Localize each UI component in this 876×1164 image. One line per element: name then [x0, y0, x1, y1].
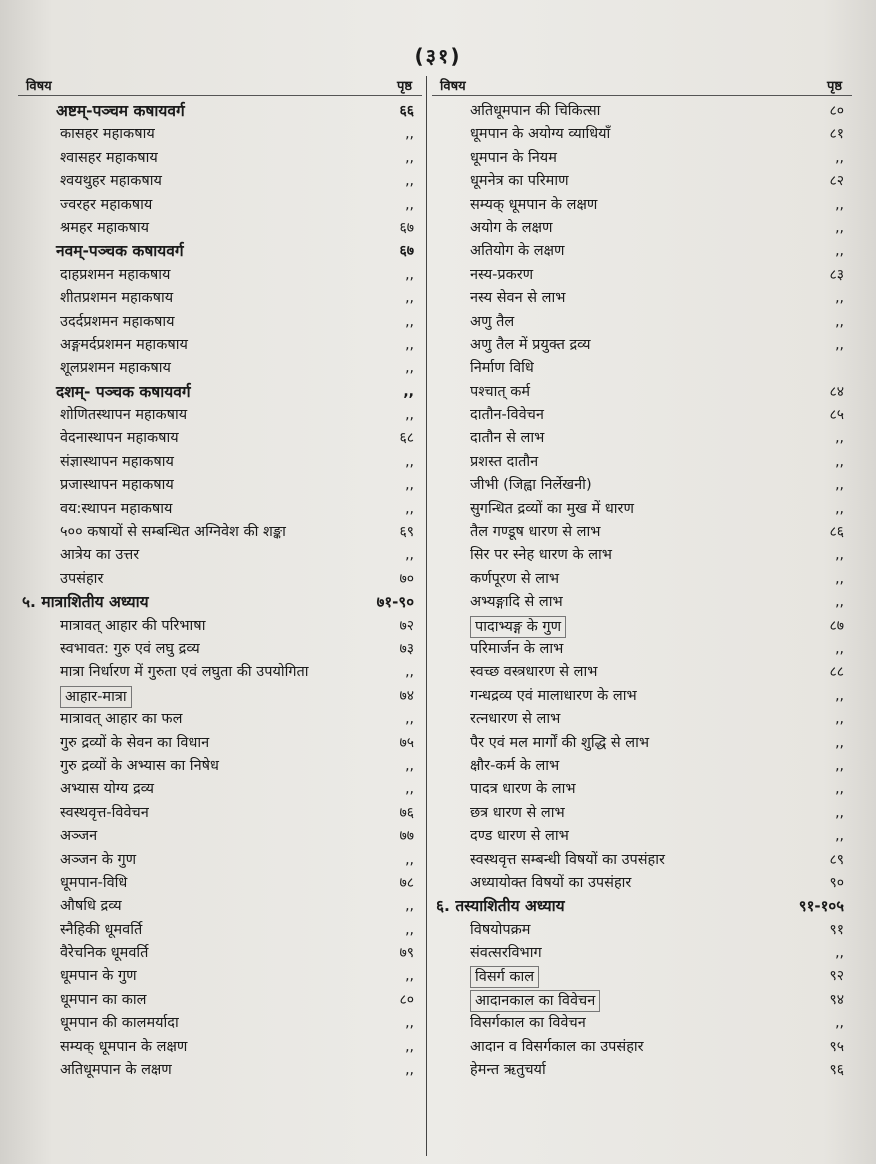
header-rule — [18, 95, 422, 96]
toc-row — [18, 521, 422, 544]
toc-row — [432, 778, 852, 801]
toc-entry-title: नस्य सेवन से लाभ — [470, 290, 566, 307]
toc-entry-title: दातौन से लाभ — [470, 430, 545, 447]
toc-entry-title: औषधि द्रव्य — [60, 898, 122, 915]
toc-row — [432, 521, 852, 544]
toc-entry-title: उपसंहार — [60, 570, 104, 587]
toc-entry-page: ,, — [835, 453, 844, 470]
toc-entry-page: ,, — [405, 407, 414, 424]
toc-entry-page: ,, — [835, 945, 844, 962]
toc-entry-title: आहार-मात्रा — [60, 686, 132, 708]
toc-row — [432, 357, 852, 380]
toc-row — [18, 638, 422, 661]
toc-row — [18, 708, 422, 731]
toc-row — [432, 802, 852, 825]
toc-entry-title: धूमपान-विधि — [60, 874, 128, 891]
toc-entry-title: शूलप्रशमन महाकषाय — [60, 360, 171, 377]
toc-row — [18, 334, 422, 357]
toc-entry-title: ६. तस्याशितीय अध्याय — [436, 897, 565, 916]
toc-row — [432, 287, 852, 310]
toc-entry-page: ७४ — [399, 687, 414, 704]
toc-row — [18, 498, 422, 521]
toc-row — [18, 287, 422, 310]
toc-row — [18, 778, 422, 801]
toc-entry-page: ,, — [835, 828, 844, 845]
toc-row — [18, 802, 422, 825]
toc-row — [18, 123, 422, 146]
toc-entry-title: पादाभ्यङ्ग के गुण — [470, 616, 566, 638]
toc-row — [432, 989, 852, 1012]
toc-row — [18, 895, 422, 918]
toc-row — [432, 685, 852, 708]
toc-entry-title: विसर्गकाल का विवेचन — [470, 1015, 586, 1032]
toc-entry-title: स्वच्छ वस्त्रधारण से लाभ — [470, 664, 598, 681]
toc-entry-title: नवम्-पञ्चक कषायवर्ग — [56, 242, 184, 261]
toc-row — [432, 919, 852, 942]
toc-row — [18, 194, 422, 217]
toc-row — [432, 615, 852, 638]
toc-entry-page: ७५ — [399, 734, 414, 751]
toc-row — [432, 334, 852, 357]
toc-entry-page: ,, — [405, 1015, 414, 1032]
toc-entry-title: श्वासहर महाकषाय — [60, 149, 158, 166]
toc-row — [432, 708, 852, 731]
toc-row — [18, 1059, 422, 1082]
toc-row — [18, 661, 422, 684]
toc-entry-page: ,, — [835, 290, 844, 307]
toc-row — [432, 217, 852, 240]
toc-row — [432, 1036, 852, 1059]
toc-entry-page: ,, — [405, 781, 414, 798]
toc-entry-title: जीभी (जिह्वा निर्लेखनी) — [470, 477, 592, 494]
toc-row — [18, 989, 422, 1012]
toc-row — [432, 732, 852, 755]
toc-entry-page: ८५ — [829, 407, 844, 424]
toc-row — [432, 638, 852, 661]
toc-entry-page: ,, — [835, 547, 844, 564]
toc-entry-page: ,, — [405, 968, 414, 985]
header-rule — [432, 95, 852, 96]
toc-row — [432, 240, 852, 263]
toc-entry-title: आदान व विसर्गकाल का उपसंहार — [470, 1038, 644, 1055]
toc-entry-page: ६९ — [399, 524, 414, 541]
toc-entry-page: ,, — [405, 196, 414, 213]
page-number: (३१) — [414, 44, 462, 68]
toc-entry-page: ,, — [405, 1062, 414, 1079]
toc-entry-title: अञ्जन के गुण — [60, 851, 137, 868]
toc-row — [18, 872, 422, 895]
toc-entry-page: ,, — [405, 266, 414, 283]
toc-row — [18, 147, 422, 170]
toc-row — [18, 170, 422, 193]
toc-entry-title: श्वयथुहर महाकषाय — [60, 173, 162, 190]
toc-entry-page: ९५ — [829, 1038, 844, 1055]
toc-entry-title: ५०० कषायों से सम्बन्धित अग्निवेश की शङ्का — [60, 524, 286, 541]
toc-entry-page: ,, — [835, 781, 844, 798]
toc-entry-title: संवत्सरविभाग — [470, 945, 542, 962]
toc-entry-title: मात्रावत् आहार का फल — [60, 711, 183, 728]
toc-entry-page: ,, — [835, 734, 844, 751]
toc-entry-title: कर्णपूरण से लाभ — [470, 570, 560, 587]
toc-entry-title: विसर्ग काल — [470, 966, 539, 988]
toc-entry-page: ,, — [835, 243, 844, 260]
toc-row — [18, 474, 422, 497]
toc-entry-title: अतियोग के लक्षण — [470, 243, 565, 260]
toc-entry-title: अतिधूमपान के लक्षण — [60, 1062, 172, 1079]
toc-entry-title: दाहप्रशमन महाकषाय — [60, 266, 171, 283]
toc-entry-title: वैरेचनिक धूमवर्ति — [60, 945, 149, 962]
toc-entry-title: वेदनास्थापन महाकषाय — [60, 430, 179, 447]
toc-entry-title: स्नैहिकी धूमवर्ति — [60, 921, 143, 938]
toc-entry-page: ९१-१०५ — [798, 897, 844, 916]
toc-entry-title: अभ्यास योग्य द्रव्य — [60, 781, 155, 798]
toc-entry-page: ७२ — [399, 617, 414, 634]
toc-entry-page: ६६ — [399, 103, 414, 119]
toc-entry-title: आत्रेय का उत्तर — [60, 547, 140, 564]
toc-entry-title: अध्यायोक्त विषयों का उपसंहार — [470, 874, 632, 891]
toc-row — [18, 544, 422, 567]
toc-entry-title: अणु तैल में प्रयुक्त द्रव्य — [470, 336, 591, 353]
toc-entry-title: पैर एवं मल मार्गों की शुद्धि से लाभ — [470, 734, 650, 751]
toc-row — [432, 825, 852, 848]
toc-row — [432, 100, 852, 123]
toc-entry-page: ७६ — [399, 804, 414, 821]
toc-entry-page: ,, — [835, 640, 844, 657]
toc-chapter-row — [18, 591, 422, 614]
toc-entry-page: ७० — [399, 570, 414, 587]
toc-row — [432, 661, 852, 684]
toc-row — [18, 849, 422, 872]
toc-row — [432, 264, 852, 287]
toc-row — [432, 965, 852, 988]
subject-header: विषय — [440, 79, 466, 94]
toc-row — [18, 755, 422, 778]
toc-entry-title: स्वभावत: गुरु एवं लघु द्रव्य — [60, 640, 200, 657]
toc-entry-title: संज्ञास्थापन महाकषाय — [60, 453, 174, 470]
toc-entry-page: ,, — [835, 500, 844, 517]
toc-entry-title: धूमपान का काल — [60, 991, 147, 1008]
toc-entry-page: ,, — [405, 664, 414, 681]
toc-row — [18, 311, 422, 334]
toc-entry-title: प्रजास्थापन महाकषाय — [60, 477, 174, 494]
toc-entry-page: ,, — [405, 453, 414, 470]
toc-entry-page: ७८ — [399, 874, 414, 891]
toc-entry-page: ८३ — [829, 266, 844, 283]
toc-row — [18, 732, 422, 755]
toc-entry-page: ,, — [835, 219, 844, 236]
toc-entry-page: ,, — [405, 711, 414, 728]
toc-entry-page: ८४ — [829, 383, 844, 400]
toc-entry-page: ,, — [405, 126, 414, 143]
toc-entry-title: निर्माण विधि — [470, 360, 534, 377]
toc-entry-page: ,, — [835, 757, 844, 774]
toc-row — [432, 1059, 852, 1082]
toc-entry-title: पादत्र धारण के लाभ — [470, 781, 576, 798]
left-toc-list — [18, 100, 422, 1082]
toc-entry-title: अष्टम्-पञ्चम कषायवर्ग — [56, 102, 185, 120]
toc-entry-page: ६७ — [399, 219, 414, 236]
toc-entry-title: सम्यक् धूमपान के लक्षण — [60, 1038, 188, 1055]
toc-entry-page: ८२ — [829, 173, 844, 190]
toc-row — [432, 849, 852, 872]
toc-row — [432, 194, 852, 217]
toc-entry-page: ९४ — [829, 991, 844, 1008]
toc-entry-title: अञ्जन — [60, 828, 98, 845]
toc-entry-title: गन्धद्रव्य एवं मालाधारण के लाभ — [470, 687, 637, 704]
toc-row — [432, 474, 852, 497]
toc-row — [18, 217, 422, 240]
toc-row — [18, 404, 422, 427]
toc-row — [18, 1012, 422, 1035]
toc-entry-page: ६७ — [399, 243, 414, 260]
toc-row — [432, 123, 852, 146]
toc-entry-title: परिमार्जन के लाभ — [470, 640, 564, 657]
toc-entry-page: ७९ — [399, 945, 414, 962]
subject-header: विषय — [26, 79, 52, 94]
toc-entry-title: प्रशस्त दातौन — [470, 453, 539, 470]
toc-entry-page: ९० — [829, 874, 844, 891]
toc-entry-page: ,, — [405, 500, 414, 517]
toc-entry-title: मात्रा निर्धारण में गुरुता एवं लघुता की उपयोगिता — [60, 664, 309, 681]
toc-entry-page: ,, — [405, 757, 414, 774]
toc-entry-page: ८८ — [829, 664, 844, 681]
toc-row — [432, 451, 852, 474]
toc-entry-title: सम्यक् धूमपान के लक्षण — [470, 196, 598, 213]
toc-chapter-row — [432, 895, 852, 918]
page-header: पृष्ठ — [826, 79, 842, 94]
right-toc-list — [432, 100, 852, 1082]
toc-entry-title: श्रमहर महाकषाय — [60, 219, 149, 236]
toc-entry-page: ,, — [405, 898, 414, 915]
toc-entry-page: ,, — [405, 851, 414, 868]
toc-entry-title: दण्ड धारण से लाभ — [470, 828, 569, 845]
toc-entry-title: धूमपान के नियम — [470, 149, 557, 166]
toc-entry-title: अतिधूमपान की चिकित्सा — [470, 103, 601, 119]
page-header: पृष्ठ — [396, 79, 412, 94]
toc-entry-page: ८० — [399, 991, 414, 1008]
toc-row — [18, 825, 422, 848]
toc-row — [18, 942, 422, 965]
toc-entry-title: उदर्दप्रशमन महाकषाय — [60, 313, 175, 330]
toc-entry-title: रत्नधारण से लाभ — [470, 711, 561, 728]
toc-row — [432, 568, 852, 591]
toc-entry-page: ,, — [835, 687, 844, 704]
toc-entry-title: गुरु द्रव्यों के अभ्यास का निषेध — [60, 757, 219, 774]
toc-entry-page: ,, — [835, 313, 844, 330]
toc-entry-title: धूमनेत्र का परिमाण — [470, 173, 569, 190]
column-divider — [426, 76, 427, 1156]
toc-entry-page: ,, — [835, 594, 844, 611]
toc-entry-page: ,, — [835, 196, 844, 213]
toc-row — [18, 965, 422, 988]
toc-entry-page: ,, — [403, 383, 414, 400]
toc-entry-title: स्वस्थवृत्त-विवेचन — [60, 804, 149, 821]
toc-entry-page: ,, — [835, 336, 844, 353]
toc-entry-title: शोणितस्थापन महाकषाय — [60, 407, 188, 424]
toc-entry-page: ,, — [835, 477, 844, 494]
toc-section-row — [18, 381, 422, 404]
toc-entry-title: गुरु द्रव्यों के सेवन का विधान — [60, 734, 210, 751]
right-column — [432, 74, 852, 1144]
toc-entry-title: शीतप्रशमन महाकषाय — [60, 290, 174, 307]
toc-row — [432, 381, 852, 404]
toc-entry-title: अणु तैल — [470, 313, 515, 330]
toc-entry-page: ,, — [835, 430, 844, 447]
toc-entry-page: ,, — [835, 804, 844, 821]
toc-entry-page: ,, — [405, 290, 414, 307]
toc-row — [18, 685, 422, 708]
toc-section-row — [18, 240, 422, 263]
toc-entry-page: ६८ — [399, 430, 414, 447]
toc-row — [18, 568, 422, 591]
toc-row — [432, 872, 852, 895]
toc-entry-title: स्वस्थवृत्त सम्बन्धी विषयों का उपसंहार — [470, 851, 665, 868]
toc-entry-page: ,, — [405, 1038, 414, 1055]
toc-entry-title: ज्वरहर महाकषाय — [60, 196, 153, 213]
toc-row — [18, 919, 422, 942]
toc-entry-page: ,, — [405, 149, 414, 166]
toc-entry-title: दशम्- पञ्चक कषायवर्ग — [56, 382, 191, 401]
toc-entry-title: आदानकाल का विवेचन — [470, 990, 600, 1012]
toc-entry-title: सुगन्धित द्रव्यों का मुख में धारण — [470, 500, 634, 517]
toc-entry-page: ९६ — [829, 1062, 844, 1079]
toc-entry-page: ,, — [405, 477, 414, 494]
toc-entry-page: ८६ — [829, 524, 844, 541]
toc-row — [432, 1012, 852, 1035]
toc-entry-title: नस्य-प्रकरण — [470, 266, 534, 283]
toc-row — [432, 427, 852, 450]
toc-entry-title: धूमपान के अयोग्य व्याधियाँ — [470, 126, 611, 143]
toc-row — [432, 498, 852, 521]
toc-row — [432, 311, 852, 334]
toc-entry-page: ,, — [405, 921, 414, 938]
toc-entry-title: तैल गण्डूष धारण से लाभ — [470, 524, 601, 541]
toc-entry-page: ७७ — [399, 828, 414, 845]
toc-entry-title: धूमपान के गुण — [60, 968, 137, 985]
toc-entry-page: ,, — [835, 570, 844, 587]
toc-entry-title: क्षौर-कर्म के लाभ — [470, 757, 560, 774]
toc-row — [18, 451, 422, 474]
toc-section-row — [18, 100, 422, 123]
toc-row — [432, 404, 852, 427]
toc-entry-page: ८० — [829, 103, 844, 119]
toc-entry-page: ,, — [405, 336, 414, 353]
toc-row — [18, 357, 422, 380]
toc-entry-title: दातौन-विवेचन — [470, 407, 544, 424]
toc-entry-title: सिर पर स्नेह धारण के लाभ — [470, 547, 612, 564]
toc-entry-title: अभ्यङ्गादि से लाभ — [470, 594, 563, 611]
toc-row — [18, 615, 422, 638]
right-column-header — [432, 74, 852, 94]
toc-entry-title: वय:स्थापन महाकषाय — [60, 500, 173, 517]
toc-entry-page: ,, — [835, 711, 844, 728]
toc-row — [432, 170, 852, 193]
toc-row — [432, 147, 852, 170]
toc-entry-title: विषयोपक्रम — [470, 921, 531, 938]
toc-entry-title: ५. मात्राशितीय अध्याय — [22, 593, 149, 612]
toc-entry-title: धूमपान की कालमर्यादा — [60, 1015, 179, 1032]
toc-entry-page: ८१ — [829, 126, 844, 143]
toc-row — [432, 544, 852, 567]
toc-row — [18, 1036, 422, 1059]
toc-entry-page: ,, — [405, 173, 414, 190]
toc-entry-page: ८९ — [829, 851, 844, 868]
toc-entry-page: ,, — [835, 149, 844, 166]
left-column — [18, 74, 422, 1144]
toc-entry-title: हेमन्त ऋतुचर्या — [470, 1062, 546, 1079]
toc-row — [18, 264, 422, 287]
toc-entry-title: पश्चात् कर्म — [470, 383, 531, 400]
toc-entry-page: ,, — [405, 547, 414, 564]
toc-row — [432, 591, 852, 614]
toc-entry-title: मात्रावत् आहार की परिभाषा — [60, 617, 206, 634]
toc-entry-page: ,, — [835, 1015, 844, 1032]
toc-entry-title: अङ्गमर्दप्रशमन महाकषाय — [60, 336, 188, 353]
toc-entry-page: ,, — [405, 313, 414, 330]
toc-entry-page: ७१-९० — [376, 593, 414, 612]
toc-entry-title: कासहर महाकषाय — [60, 126, 155, 143]
toc-entry-page: ,, — [405, 360, 414, 377]
toc-entry-page: ९२ — [829, 968, 844, 985]
left-column-header — [18, 74, 422, 94]
toc-entry-title: छत्र धारण से लाभ — [470, 804, 565, 821]
toc-row — [18, 427, 422, 450]
toc-entry-page: ७३ — [399, 640, 414, 657]
toc-row — [432, 755, 852, 778]
toc-row — [432, 942, 852, 965]
toc-entry-title: अयोग के लक्षण — [470, 219, 553, 236]
toc-entry-page: ९१ — [829, 921, 844, 938]
toc-entry-page: ८७ — [829, 617, 844, 634]
